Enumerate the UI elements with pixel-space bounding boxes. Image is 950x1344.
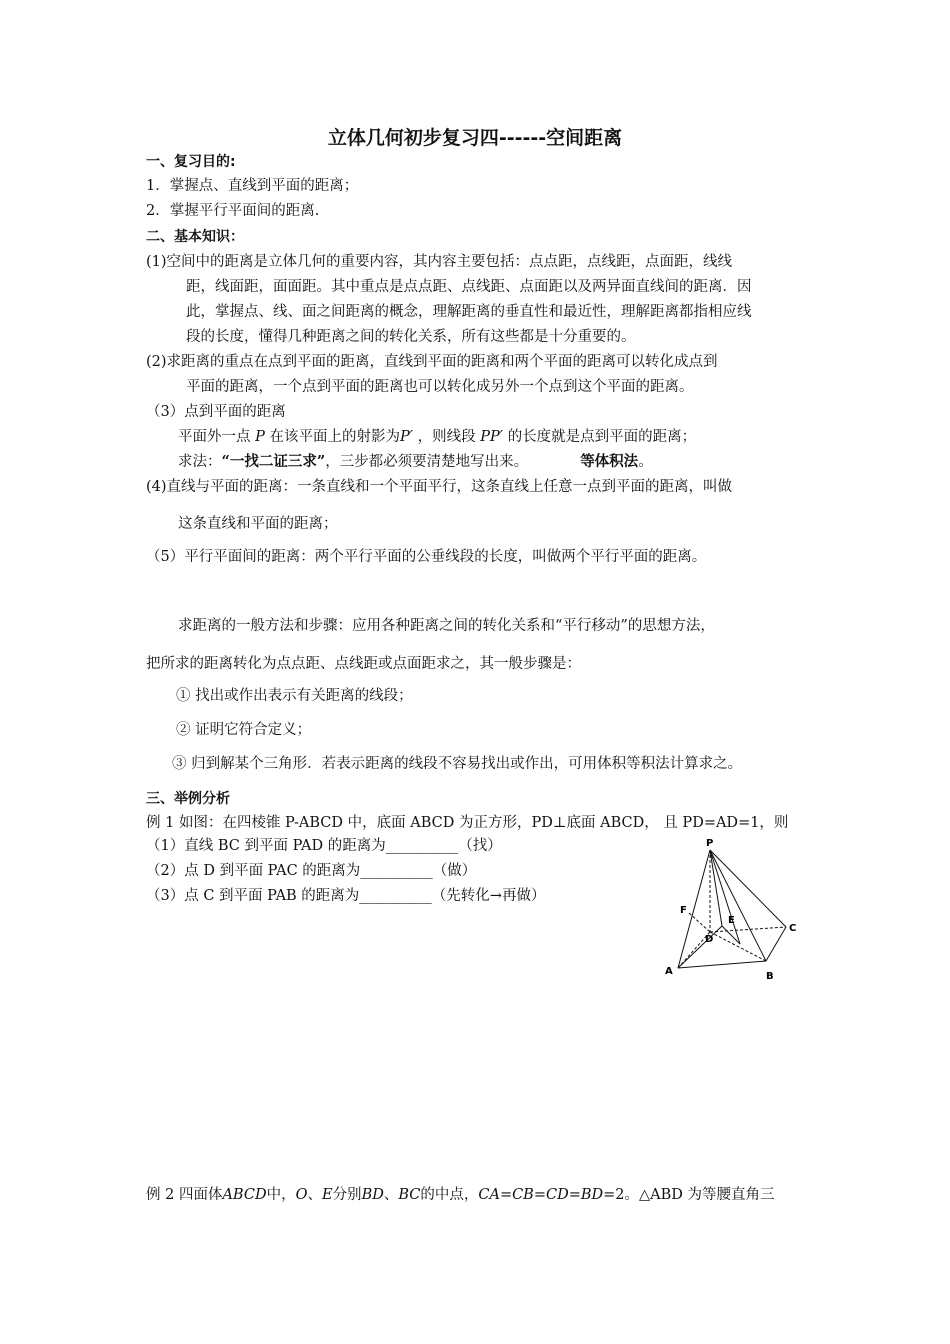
section2-heading: 二、基本知识：	[146, 229, 244, 245]
point-p: P	[255, 429, 265, 445]
segment-pp-prime: PP′	[480, 429, 504, 445]
para2-line1: (2)求距离的重点在点到平面的距离，直线到平面的距离和两个平面的距离可以转化成点到	[146, 354, 718, 370]
ex2-math: ABCD	[222, 1187, 267, 1203]
section1-heading: 一、复习目的:	[146, 154, 236, 170]
para4-line2: 这条直线和平面的距离；	[178, 516, 338, 532]
para4-line1: (4)直线与平面的距离：一条直线和一个平面平行，这条直线上任意一点到平面的距离，叫做	[146, 479, 733, 495]
method-step-1: ① 找出或作出表示有关距离的线段；	[176, 688, 413, 704]
section3-heading: 三、举例分析	[146, 791, 230, 807]
para3-text: 。	[638, 454, 653, 470]
example1-question-2: （2）点 D 到平面 PAC 的距离为__________（做）	[146, 863, 477, 879]
point-p-prime: P′	[399, 429, 414, 445]
para3-text: 的长度就是点到平面的距离；	[507, 429, 697, 445]
para3-heading: （3）点到平面的距离	[146, 404, 286, 420]
example1-question-3: （3）点 C 到平面 PAB 的距离为__________（先转化→再做）	[146, 888, 546, 904]
para3-text: ，则线段	[417, 429, 476, 445]
label-c: C	[789, 923, 797, 934]
label-e: E	[728, 915, 735, 926]
para3-line1	[178, 427, 696, 447]
label-a: A	[665, 966, 673, 977]
ex2-text: 中，	[266, 1187, 296, 1203]
para3-line2	[178, 452, 653, 472]
para1-line2: 距，线面距，面面距。其中重点是点点距、点线距、点面距以及两异面直线间的距离．因	[186, 279, 752, 295]
example1-intro: 例 1 如图：在四棱锥 P-ABCD 中，底面 ABCD 为正方形，PD⊥底面 ABCD， 且 PD=AD=1，则	[146, 815, 789, 831]
para1-line3: 此，掌握点、线、面之间距离的概念，理解距离的垂直性和最近性，理解距离都指相应线	[186, 304, 752, 320]
section1-item-2: 2．掌握平行平面间的距离.	[146, 203, 320, 219]
para2-line2: 平面的距离，一个点到平面的距离也可以转化成另外一个点到这个平面的距离。	[186, 379, 694, 395]
ex2-math: O	[295, 1187, 308, 1203]
method-step-2: ② 证明它符合定义；	[176, 722, 312, 738]
pyramid-diagram	[660, 836, 810, 986]
ex2-text: 分别	[332, 1187, 362, 1203]
para3-text: 在该平面上的射影为	[269, 429, 400, 445]
method-emphasis: “一找二证三求”	[221, 453, 326, 470]
ex2-math: BC	[398, 1187, 421, 1203]
method-line2: 把所求的距离转化为点点距、点线距或点面距求之，其一般步骤是：	[146, 656, 581, 672]
ex2-text: 、	[383, 1187, 399, 1203]
para3-text: 求法：	[178, 454, 222, 470]
para3-text: ，三步都必须要清楚地写出来。	[325, 454, 529, 470]
page-title: 立体几何初步复习四------空间距离	[327, 127, 623, 149]
para1-line4: 段的长度，懂得几种距离之间的转化关系，所有这些都是十分重要的。	[186, 329, 636, 345]
method-step-3: ③ 归到解某个三角形．若表示距离的线段不容易找出或作出，可用体积等积法计算求之。	[172, 756, 743, 772]
para5-line: （5）平行平面间的距离：两个平行平面的公垂线段的长度，叫做两个平行平面的距离。	[146, 549, 707, 565]
method-line1: 求距离的一般方法和步骤：应用各种距离之间的转化关系和“平行移动”的思想方法，	[178, 618, 715, 634]
ex2-text: =2。△ABD 为等腰直角三	[603, 1187, 775, 1203]
method-emphasis-2: 等体积法	[580, 453, 639, 470]
section1-item-1: 1．掌握点、直线到平面的距离；	[146, 178, 359, 194]
label-d: D	[705, 934, 714, 945]
ex2-text: 、	[307, 1187, 322, 1203]
label-f: F	[680, 905, 687, 916]
label-b: B	[766, 971, 774, 982]
ex2-math: BD	[361, 1187, 384, 1203]
ex2-text: 例 2 四面体	[146, 1187, 223, 1203]
ex2-math: E	[321, 1187, 333, 1203]
example2-line	[146, 1185, 775, 1205]
label-p: P	[706, 838, 714, 849]
ex2-math: CA=CB=CD=BD	[478, 1187, 604, 1203]
ex2-text: 的中点，	[420, 1187, 479, 1203]
para3-text: 平面外一点	[178, 429, 251, 445]
para1-line1: (1)空间中的距离是立体几何的重要内容，其内容主要包括：点点距，点线距，点面距，线线	[146, 254, 733, 270]
example1-question-1: （1）直线 BC 到平面 PAD 的距离为__________（找）	[146, 838, 502, 854]
